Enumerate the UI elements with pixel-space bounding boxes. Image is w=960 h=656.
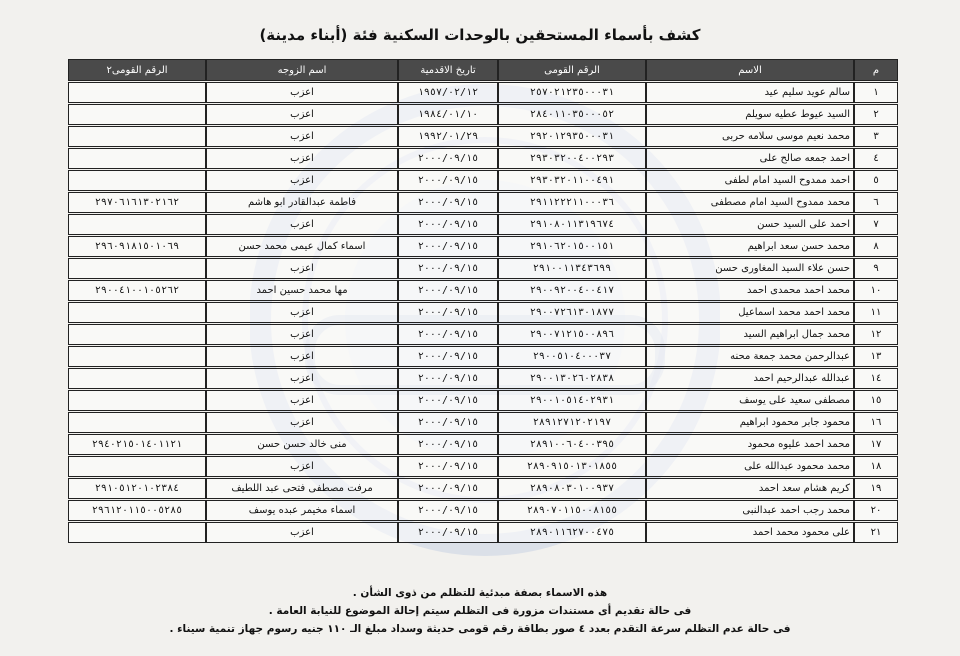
cell-national-id-2 (68, 126, 206, 147)
cell-wife-name: منى خالد حسن حسن (206, 434, 398, 455)
table-row (68, 170, 898, 191)
cell-num: ٢ (854, 104, 898, 125)
table-row (68, 82, 898, 103)
cell-seniority-date: ٢٠٠٠/٠٩/١٥ (398, 368, 498, 389)
cell-wife-name: اعزب (206, 456, 398, 477)
note-line: هذه الاسماء بصفة مبدئية للتظلم من ذوى الشأن . (352, 587, 608, 599)
cell-wife-name: اعزب (206, 324, 398, 345)
cell-name: محمد احمد محمد اسماعيل (646, 302, 854, 323)
table-row (68, 126, 898, 147)
cell-name: محمد محمود عبدالله على (646, 456, 854, 477)
table-row (68, 390, 898, 411)
cell-national-id: ٢٨٩١٠٠٦٠٤٠٠٣٩٥ (498, 434, 646, 455)
cell-seniority-date: ٢٠٠٠/٠٩/١٥ (398, 456, 498, 477)
cell-name: سالم عويد سليم عيد (646, 82, 854, 103)
cell-num: ٢١ (854, 522, 898, 543)
table-row (68, 456, 898, 477)
cell-national-id-2 (68, 324, 206, 345)
table-row (68, 104, 898, 125)
table-row (68, 434, 898, 455)
cell-name: احمد جمعه صالح على (646, 148, 854, 169)
cell-national-id-2 (68, 104, 206, 125)
cell-num: ١٤ (854, 368, 898, 389)
cell-national-id-2 (68, 346, 206, 367)
table-row (68, 500, 898, 521)
column-header-national-id: الرقم القومى (498, 59, 646, 81)
cell-name: على محمود محمد احمد (646, 522, 854, 543)
cell-name: محمد رجب احمد عبدالنبى (646, 500, 854, 521)
cell-national-id-2 (68, 456, 206, 477)
cell-seniority-date: ٢٠٠٠/٠٩/١٥ (398, 236, 498, 257)
cell-wife-name: مها محمد حسين احمد (206, 280, 398, 301)
cell-name: محمود جابر محمود ابراهيم (646, 412, 854, 433)
cell-name: محمد حسن سعد ابراهيم (646, 236, 854, 257)
cell-name: محمد احمد عليوه محمود (646, 434, 854, 455)
cell-national-id-2 (68, 302, 206, 323)
table-row (68, 412, 898, 433)
cell-wife-name: اسماء كمال عيمى محمد حسن (206, 236, 398, 257)
column-header-seniority-date: تاريخ الاقدمية (398, 59, 498, 81)
cell-seniority-date: ٢٠٠٠/٠٩/١٥ (398, 214, 498, 235)
cell-national-id-2 (68, 412, 206, 433)
table-row (68, 214, 898, 235)
cell-national-id-2 (68, 390, 206, 411)
cell-name: محمد جمال ابراهيم السيد (646, 324, 854, 345)
cell-seniority-date: ٢٠٠٠/٠٩/١٥ (398, 478, 498, 499)
cell-num: ١ (854, 82, 898, 103)
table-row (68, 324, 898, 345)
cell-seniority-date: ٢٠٠٠/٠٩/١٥ (398, 170, 498, 191)
cell-national-id: ٢٩٣٠٣٢٠٠٤٠٠٢٩٣ (498, 148, 646, 169)
cell-num: ٥ (854, 170, 898, 191)
cell-num: ١٩ (854, 478, 898, 499)
cell-national-id: ٢٨٩٠٩١٥٠١٣٠١٨٥٥ (498, 456, 646, 477)
page-title: كشف بأسماء المستحقين بالوحدات السكنية فئة (أبناء مدينة) (259, 26, 701, 44)
cell-num: ١٠ (854, 280, 898, 301)
table-row (68, 478, 898, 499)
cell-seniority-date: ٢٠٠٠/٠٩/١٥ (398, 500, 498, 521)
cell-national-id: ٢٨٩٠٧٠١١٥٠٠٨١٥٥ (498, 500, 646, 521)
cell-national-id: ٢٩١١٢٢٢١١٠٠٠٣٦ (498, 192, 646, 213)
cell-national-id: ٢٩٢٠١٢٩٣٥٠٠٠٣١ (498, 126, 646, 147)
cell-wife-name: مرفت مصطفى فتحى عبد اللطيف (206, 478, 398, 499)
cell-national-id-2 (68, 258, 206, 279)
column-header-num: م (854, 59, 898, 81)
cell-national-id: ٢٩٠٠٧١٢١٥٠٠٨٩٦ (498, 324, 646, 345)
cell-wife-name: اعزب (206, 170, 398, 191)
table-header-row (68, 59, 898, 81)
cell-national-id: ٢٥٧٠٢١٢٣٥٠٠٠٣١ (498, 82, 646, 103)
cell-seniority-date: ٢٠٠٠/٠٩/١٥ (398, 434, 498, 455)
cell-wife-name: اعزب (206, 104, 398, 125)
cell-name: احمد على السيد حسن (646, 214, 854, 235)
cell-seniority-date: ٢٠٠٠/٠٩/١٥ (398, 192, 498, 213)
table-row (68, 522, 898, 543)
cell-national-id-2: ٢٩٦٠٩١٨١٥٠١٠٦٩ (68, 236, 206, 257)
cell-num: ١٣ (854, 346, 898, 367)
cell-national-id: ٢٨٩١٢٧١٢٠٢١٩٧ (498, 412, 646, 433)
cell-seniority-date: ٢٠٠٠/٠٩/١٥ (398, 522, 498, 543)
cell-num: ١١ (854, 302, 898, 323)
cell-national-id-2 (68, 522, 206, 543)
cell-national-id-2 (68, 368, 206, 389)
cell-national-id: ٢٩١٠٨٠١١٣١٩٦٧٤ (498, 214, 646, 235)
cell-national-id: ٢٨٤٠١١٠٣٥٠٠٠٥٢ (498, 104, 646, 125)
cell-name: عبدالرحمن محمد جمعة محنه (646, 346, 854, 367)
notes (0, 584, 960, 638)
cell-national-id-2: ٢٩١٠٥١٢٠١٠٢٣٨٤ (68, 478, 206, 499)
cell-seniority-date: ٢٠٠٠/٠٩/١٥ (398, 302, 498, 323)
cell-wife-name: اعزب (206, 346, 398, 367)
cell-num: ٤ (854, 148, 898, 169)
table-row (68, 368, 898, 389)
cell-wife-name: اعزب (206, 390, 398, 411)
cell-seniority-date: ٢٠٠٠/٠٩/١٥ (398, 346, 498, 367)
cell-national-id: ٢٩٣٠٣٢٠١١٠٠٤٩١ (498, 170, 646, 191)
cell-seniority-date: ١٩٥٧/٠٢/١٢ (398, 82, 498, 103)
cell-national-id: ٢٩٠٠١٣٠٢٦٠٢٨٣٨ (498, 368, 646, 389)
table-row (68, 148, 898, 169)
cell-wife-name: اعزب (206, 126, 398, 147)
cell-seniority-date: ٢٠٠٠/٠٩/١٥ (398, 324, 498, 345)
cell-seniority-date: ١٩٨٤/٠١/١٠ (398, 104, 498, 125)
cell-wife-name: اعزب (206, 522, 398, 543)
cell-national-id: ٢٩٠٠١٠٥١٤٠٢٩٣١ (498, 390, 646, 411)
cell-national-id: ٢٩١٠٠١١٣٤٣٦٩٩ (498, 258, 646, 279)
cell-num: ١٥ (854, 390, 898, 411)
cell-name: حسن علاء السيد المغاورى حسن (646, 258, 854, 279)
cell-wife-name: فاطمة عبدالقادر ابو هاشم (206, 192, 398, 213)
cell-wife-name: اعزب (206, 258, 398, 279)
cell-national-id-2: ٢٩٦١٢٠١١٥٠٠٥٢٨٥ (68, 500, 206, 521)
beneficiaries-table (68, 58, 898, 544)
table-row (68, 302, 898, 323)
cell-num: ٧ (854, 214, 898, 235)
table-row (68, 236, 898, 257)
cell-wife-name: اعزب (206, 302, 398, 323)
cell-wife-name: اعزب (206, 368, 398, 389)
cell-name: مصطفى سعيد على يوسف (646, 390, 854, 411)
cell-national-id: ٢٩٠٠٧٢٦١٣٠١٨٧٧ (498, 302, 646, 323)
cell-wife-name: اعزب (206, 82, 398, 103)
table-row (68, 346, 898, 367)
cell-num: ٩ (854, 258, 898, 279)
cell-num: ١٧ (854, 434, 898, 455)
cell-num: ١٨ (854, 456, 898, 477)
cell-name: احمد ممدوح السيد امام لطفى (646, 170, 854, 191)
cell-num: ١٢ (854, 324, 898, 345)
cell-wife-name: اعزب (206, 148, 398, 169)
cell-seniority-date: ٢٠٠٠/٠٩/١٥ (398, 390, 498, 411)
cell-name: محمد احمد محمدى احمد (646, 280, 854, 301)
cell-national-id-2: ٢٩٧٠٦١٦١٣٠٢١٦٢ (68, 192, 206, 213)
cell-num: ٦ (854, 192, 898, 213)
cell-national-id-2: ٢٩٤٠٢١٥٠١٤٠١١٢١ (68, 434, 206, 455)
cell-wife-name: اعزب (206, 214, 398, 235)
cell-wife-name: اسماء مخيمر عبده يوسف (206, 500, 398, 521)
cell-num: ٣ (854, 126, 898, 147)
cell-seniority-date: ٢٠٠٠/٠٩/١٥ (398, 258, 498, 279)
cell-name: محمد ممدوح السيد امام مصطفى (646, 192, 854, 213)
cell-national-id: ٢٨٩٠١١٦٢٧٠٠٤٧٥ (498, 522, 646, 543)
cell-name: السيد عيوط عطيه سويلم (646, 104, 854, 125)
column-header-wife-name: اسم الزوجه (206, 59, 398, 81)
cell-num: ١٦ (854, 412, 898, 433)
cell-national-id: ٢٨٩٠٨٠٣٠١٠٠٩٣٧ (498, 478, 646, 499)
cell-seniority-date: ٢٠٠٠/٠٩/١٥ (398, 148, 498, 169)
cell-national-id-2 (68, 82, 206, 103)
table-row (68, 280, 898, 301)
cell-national-id-2 (68, 148, 206, 169)
cell-name: عبدالله عبدالرحيم احمد (646, 368, 854, 389)
cell-wife-name: اعزب (206, 412, 398, 433)
cell-name: كريم هشام سعد احمد (646, 478, 854, 499)
cell-seniority-date: ١٩٩٢/٠١/٢٩ (398, 126, 498, 147)
cell-national-id-2 (68, 170, 206, 191)
column-header-national-id-2: الرقم القومى٢ (68, 59, 206, 81)
note-line: فى حالة تقديم أى مستندات مزورة فى التظلم سيتم إحالة الموضوع للنيابة العامة . (268, 605, 692, 617)
cell-num: ٨ (854, 236, 898, 257)
cell-national-id-2 (68, 214, 206, 235)
cell-seniority-date: ٢٠٠٠/٠٩/١٥ (398, 280, 498, 301)
table-row (68, 258, 898, 279)
table-row (68, 192, 898, 213)
cell-name: محمد نعيم موسى سلامه حربى (646, 126, 854, 147)
cell-national-id: ٢٩١٠٦٢٠١٥٠٠١٥١ (498, 236, 646, 257)
cell-national-id: ٢٩٠٠٥١٠٤٠٠٠٣٧ (498, 346, 646, 367)
cell-national-id-2: ٢٩٠٠٤١٠٠١٠٥٢٦٢ (68, 280, 206, 301)
table-body (68, 82, 898, 543)
cell-seniority-date: ٢٠٠٠/٠٩/١٥ (398, 412, 498, 433)
column-header-name: الاسم (646, 59, 854, 81)
note-line: فى حالة عدم التظلم سرعة التقدم بعدد ٤ صور بطاقة رقم قومى حديثة وسداد مبلغ الـ ١١٠ جنيه رسوم جهاز تنمية سيناء . (169, 623, 791, 635)
cell-national-id: ٢٩٠٠٩٢٠٠٤٠٠٤١٧ (498, 280, 646, 301)
cell-num: ٢٠ (854, 500, 898, 521)
